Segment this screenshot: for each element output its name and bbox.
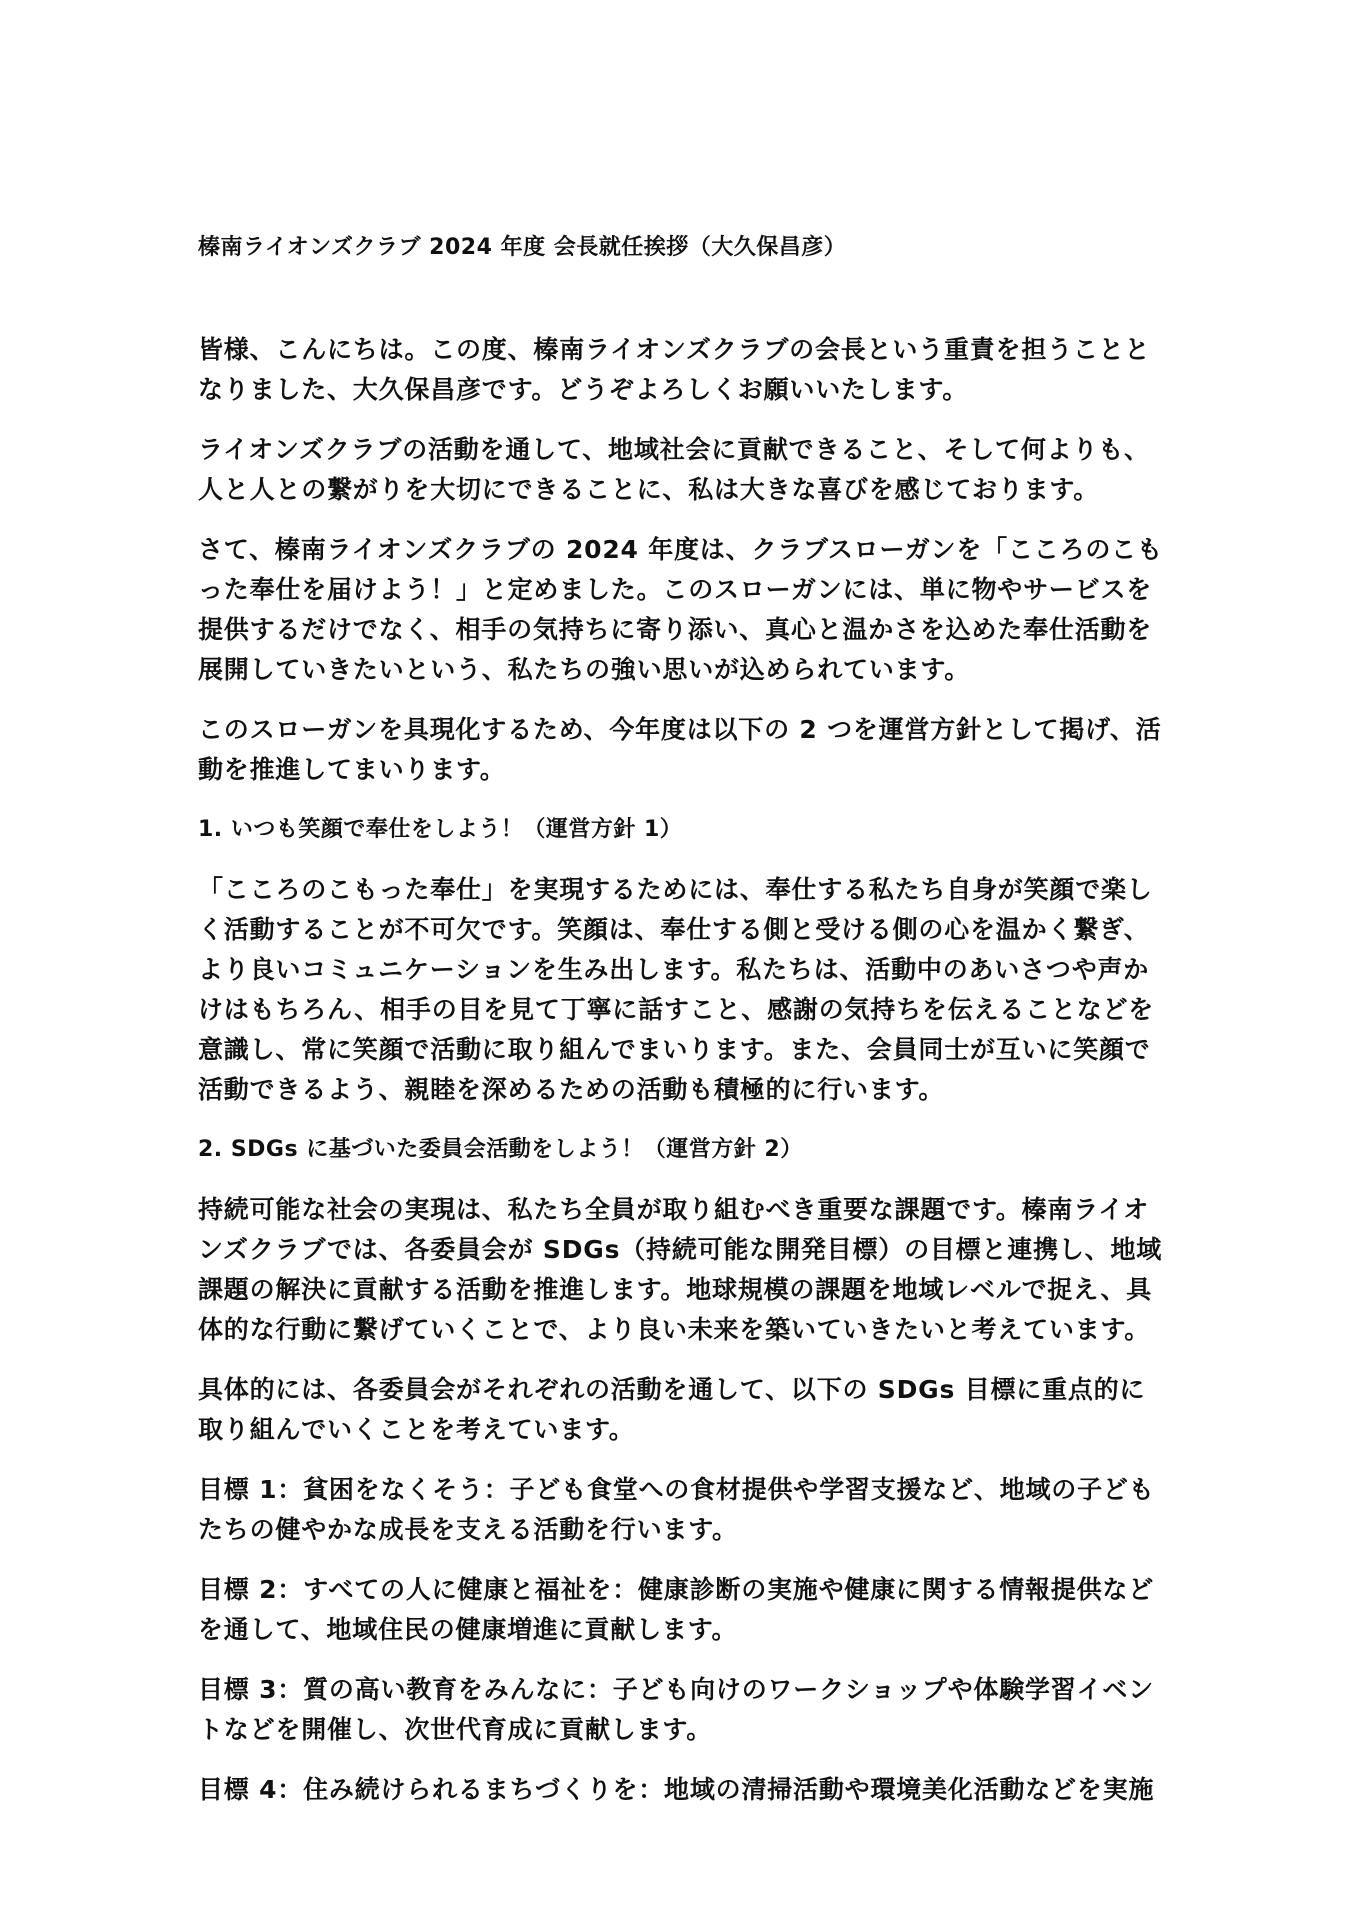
goal-item-2: 目標 2：すべての人に健康と福祉を：健康診断の実施や健康に関する情報提供などを通して、地域住民の健康増進に貢献します。 xyxy=(198,1575,1155,1644)
goal-item-4: 目標 4：住み続けられるまちづくりを：地域の清掃活動や環境美化活動などを実施 xyxy=(198,1775,1155,1804)
paragraph-greeting: 皆様、こんにちは。この度、榛南ライオンズクラブの会長という重責を担うこととなりました、大久保昌彦です。どうぞよろしくお願いいたします。 xyxy=(198,335,1151,404)
document-body xyxy=(198,228,1163,1830)
paragraph-policy-2: 持続可能な社会の実現は、私たち全員が取り組むべき重要な課題です。榛南ライオンズクラブでは、各委員会が SDGs（持続可能な開発目標）の目標と連携し、地域課題の解決に貢献する活動を推進します。地球規模の課題を地域レベルで捉え、具体的な行動に繋げていくことで、より良い未来を築いていきたいと考えています。 xyxy=(198,1195,1163,1344)
paragraph-sdgs-intro: 具体的には、各委員会がそれぞれの活動を通して、以下の SDGs 目標に重点的に取り組んでいくことを考えています。 xyxy=(198,1375,1146,1444)
goal-item-1: 目標 1：貧困をなくそう：子ども食堂への食材提供や学習支援など、地域の子どもたちの健やかな成長を支える活動を行います。 xyxy=(198,1475,1155,1544)
paragraph-policy-1: 「こころのこもった奉仕」を実現するためには、奉仕する私たち自身が笑顔で楽しく活動することが不可欠です。笑顔は、奉仕する側と受ける側の心を温かく繋ぎ、より良いコミュニケーションを生み出します。私たちは、活動中のあいさつや声かけはもちろん、相手の目を見て丁寧に話すこと、感謝の気持ちを伝えることなどを意識し、常に笑顔で活動に取り組んでまいります。また、会員同士が互いに笑顔で活動できるよう、親睦を深めるための活動も積極的に行います。 xyxy=(198,875,1155,1104)
goal-item-3: 目標 3：質の高い教育をみんなに：子ども向けのワークショップや体験学習イベントなどを開催し、次世代育成に貢献します。 xyxy=(198,1675,1155,1744)
document-title: 榛南ライオンズクラブ 2024 年度 会長就任挨拶（大久保昌彦） xyxy=(198,235,847,260)
paragraph-policy-intro: このスローガンを具現化するため、今年度は以下の 2 つを運営方針として掲げ、活動を推進してまいります。 xyxy=(198,715,1162,784)
paragraph-connection: ライオンズクラブの活動を通して、地域社会に貢献できること、そして何よりも、人と人との繋がりを大切にできることに、私は大きな喜びを感じております。 xyxy=(198,435,1150,504)
policy-heading-1: 1. いつも笑顔で奉仕をしよう！（運営方針 1） xyxy=(198,817,683,842)
policy-heading-2: 2. SDGs に基づいた委員会活動をしよう！（運営方針 2） xyxy=(198,1137,803,1162)
paragraph-slogan: さて、榛南ライオンズクラブの 2024 年度は、クラブスローガンを「こころのこもった奉仕を届けよう！」と定めました。このスローガンには、単に物やサービスを提供するだけでなく、相手の気持ちに寄り添い、真心と温かさを込めた奉仕活動を展開していきたいという、私たちの強い思いが込められています。 xyxy=(198,535,1163,684)
